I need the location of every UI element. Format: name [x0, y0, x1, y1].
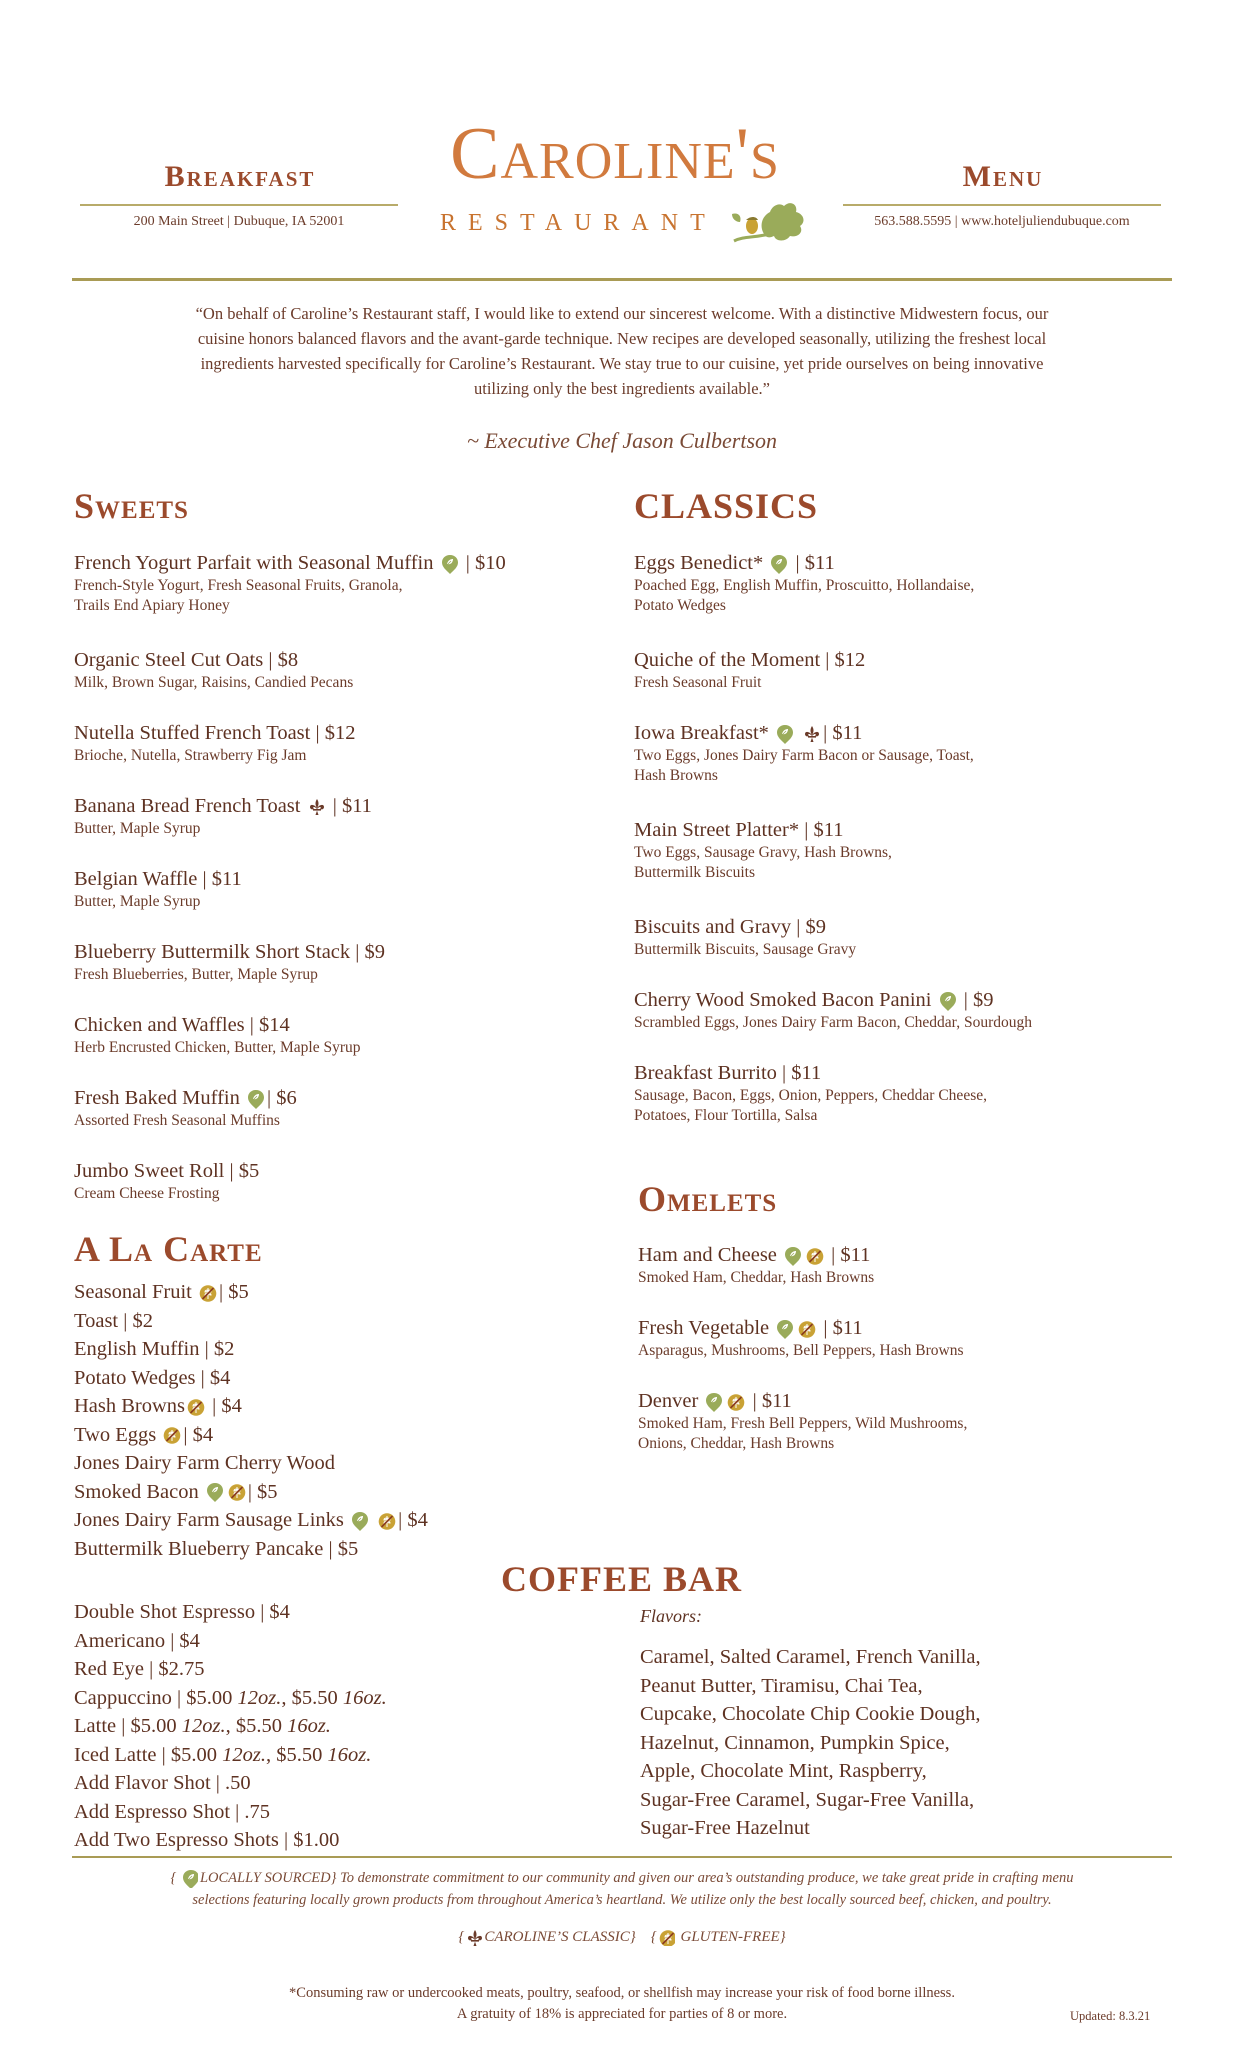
item-name: Organic Steel Cut Oats | $8: [74, 649, 299, 671]
breakfast-heading: Breakfast: [164, 160, 316, 193]
disclaimer: [72, 1983, 1172, 2025]
item-description: Fresh Seasonal Fruit: [634, 674, 762, 691]
item-description: Smoked Ham, Fresh Bell Peppers, Wild Mushrooms,: [638, 1415, 968, 1432]
flavor-line: Sugar-Free Caramel, Sugar-Free Vanilla,: [640, 1788, 975, 1811]
item-description: Two Eggs, Sausage Gravy, Hash Browns,: [634, 844, 892, 861]
classic-fleur-icon: [803, 725, 821, 744]
list-item: Smoked Bacon | $5: [74, 1480, 278, 1503]
quote-line: ingredients harvested specifically for Caroline’s Restaurant. We stay true to our cuisine, yet pride ourselves on being innovative: [200, 354, 1044, 373]
gluten-free-icon: [199, 1284, 217, 1303]
item-name: Nutella Stuffed French Toast | $12: [74, 722, 356, 744]
icon-legend: { CAROLINE’S CLASSIC} { GLUTEN-FREE}: [458, 1929, 786, 1945]
item-description: Assorted Fresh Seasonal Muffins: [74, 1112, 280, 1129]
omelets-heading: Omelets: [638, 1179, 778, 1219]
menu-item: Ham and Cheese | $11 Smoked Ham, Cheddar, Hash Browns: [638, 1244, 875, 1286]
list-item: English Muffin | $2: [74, 1338, 235, 1360]
list-item: Cappuccino | $5.00 12oz., $5.50 16oz.: [74, 1686, 387, 1709]
item-description: Smoked Ham, Cheddar, Hash Browns: [638, 1269, 875, 1286]
menu-item: [74, 720, 355, 766]
local-sourced-icon: [441, 554, 459, 575]
list-item: Add Two Espresso Shots | $1.00: [74, 1829, 340, 1851]
coffee-list: [74, 1598, 387, 1855]
contact-info: 563.588.5595 | www.hoteljuliendubuque.com: [874, 214, 1130, 229]
local-sourced-icon: [939, 991, 957, 1012]
a-la-carte-list: [74, 1278, 428, 1563]
item-description: Buttermilk Biscuits: [634, 864, 755, 881]
item-description: Buttermilk Biscuits, Sausage Gravy: [634, 941, 857, 958]
list-item: Iced Latte | $5.00 12oz., $5.50 16oz.: [74, 1743, 372, 1766]
menu-item: French Yogurt Parfait with Seasonal Muffin | $10 French-Style Yogurt, Fresh Seasonal Fruits, Granola, Trails End Apiary Honey: [74, 552, 506, 614]
menu-item: Fresh Baked Muffin | $6 Assorted Fresh Seasonal Muffins: [74, 1087, 297, 1129]
item-name: Biscuits and Gravy | $9: [634, 916, 826, 938]
list-item: Two Eggs | $4: [74, 1423, 214, 1446]
list-item: Hash Browns | $4: [74, 1395, 242, 1417]
gluten-free-icon: [727, 1393, 745, 1412]
item-description: Poached Egg, English Muffin, Proscuitto, Hollandaise,: [634, 577, 975, 594]
list-item: Double Shot Espresso | $4: [74, 1601, 290, 1623]
gluten-free-icon: [228, 1483, 246, 1502]
item-description: Hash Browns: [634, 767, 718, 784]
list-item: Jones Dairy Farm Cherry Wood: [74, 1452, 336, 1474]
list-item: Add Flavor Shot | .50: [74, 1772, 251, 1794]
item-description: Fresh Blueberries, Butter, Maple Syrup: [74, 966, 318, 983]
quote-line: “On behalf of Caroline’s Restaurant staff, I would like to extend our sincerest welcome. With a distinctive Midwestern focus, our: [195, 304, 1049, 323]
sweets-heading: Sweets: [74, 486, 189, 526]
menu-item: [634, 1060, 987, 1126]
updated-date: Updated: 8.3.21: [1070, 2009, 1151, 2023]
menu-item: [634, 914, 856, 960]
footer-divider: [72, 1856, 1172, 1858]
flavors-label: Flavors:: [640, 1606, 702, 1626]
item-name: Jumbo Sweet Roll | $5: [74, 1160, 260, 1182]
item-name: Chicken and Waffles | $14: [74, 1014, 290, 1036]
item-description: Milk, Brown Sugar, Raisins, Candied Pecans: [74, 674, 354, 691]
list-item: Potato Wedges | $4: [74, 1366, 231, 1389]
item-description: Scrambled Eggs, Jones Dairy Farm Bacon, Cheddar, Sourdough: [634, 1014, 1033, 1031]
menu-item: Eggs Benedict* | $11 Poached Egg, English Muffin, Proscuitto, Hollandaise, Potato Wedges: [634, 552, 975, 614]
disclaimer-line: A gratuity of 18% is appreciated for parties of 8 or more.: [456, 2006, 788, 2022]
menu-item: [74, 1012, 361, 1058]
item-description: Two Eggs, Jones Dairy Farm Bacon or Sausage, Toast,: [634, 747, 974, 764]
item-description: Cream Cheese Frosting: [74, 1185, 220, 1202]
list-item: Buttermilk Blueberry Pancake | $5: [74, 1537, 359, 1560]
local-sourced-icon: [182, 1869, 198, 1888]
local-sourced-icon: [776, 724, 794, 745]
item-description: Brioche, Nutella, Strawberry Fig Jam: [74, 747, 307, 764]
restaurant-name: Caroline's: [450, 113, 780, 195]
flavor-line: Peanut Butter, Tiramisu, Chai Tea,: [640, 1674, 923, 1697]
item-name: Main Street Platter* | $11: [634, 819, 844, 841]
flavor-line: Apple, Chocolate Mint, Raspberry,: [640, 1760, 927, 1782]
chef-signature: ~ Executive Chef Jason Culbertson: [466, 428, 778, 453]
item-description: Potato Wedges: [634, 597, 726, 614]
item-description: Potatoes, Flour Tortilla, Salsa: [634, 1107, 818, 1124]
menu-heading: Menu: [962, 160, 1044, 193]
quote-line: utilizing only the best ingredients available.”: [473, 379, 770, 398]
item-description: Trails End Apiary Honey: [74, 597, 230, 614]
gluten-free-icon: [798, 1320, 816, 1339]
item-description: Asparagus, Mushrooms, Bell Peppers, Hash Browns: [638, 1342, 964, 1359]
menu-item: Cherry Wood Smoked Bacon Panini | $9 Scrambled Eggs, Jones Dairy Farm Bacon, Cheddar, Sourdough: [634, 989, 1033, 1031]
menu-item: [74, 647, 353, 693]
item-name: Breakfast Burrito | $11: [634, 1062, 822, 1084]
classics-heading: CLASSICS: [634, 486, 819, 526]
list-item: Jones Dairy Farm Sausage Links | $4: [74, 1509, 428, 1531]
local-sourced-icon: [770, 554, 788, 575]
menu-item: [74, 1158, 259, 1204]
local-sourced-icon: [206, 1482, 224, 1503]
item-description: French-Style Yogurt, Fresh Seasonal Fruits, Granola,: [74, 577, 403, 594]
item-name: Blueberry Buttermilk Short Stack | $9: [74, 941, 385, 963]
gluten-free-icon: [163, 1426, 181, 1445]
flavor-line: Hazelnut, Cinnamon, Pumpkin Spice,: [640, 1731, 950, 1754]
gluten-free-icon: [659, 1929, 675, 1946]
right-header-rule: [843, 204, 1161, 206]
local-sourced-icon: [784, 1246, 802, 1267]
flavor-line: Sugar-Free Hazelnut: [640, 1817, 810, 1839]
local-sourced-icon: [247, 1089, 265, 1110]
address: 200 Main Street | Dubuque, IA 52001: [133, 214, 345, 229]
item-name: Belgian Waffle | $11: [74, 868, 242, 890]
a-la-carte-heading: A La Carte: [74, 1229, 263, 1269]
item-description: Sausage, Bacon, Eggs, Onion, Peppers, Cheddar Cheese,: [634, 1087, 987, 1104]
list-item: Toast | $2: [74, 1309, 153, 1332]
classic-fleur-icon: [308, 798, 326, 817]
item-description: Herb Encrusted Chicken, Butter, Maple Syrup: [74, 1039, 361, 1056]
restaurant-subtitle: RESTAURANT: [440, 210, 717, 236]
list-item: Red Eye | $2.75: [74, 1658, 205, 1680]
local-sourced-icon: [776, 1319, 794, 1340]
list-item: Add Espresso Shot | .75: [74, 1800, 271, 1823]
item-description: Butter, Maple Syrup: [74, 893, 201, 910]
item-description: Onions, Cheddar, Hash Browns: [638, 1435, 835, 1452]
menu-item: [74, 866, 242, 912]
menu-item: [74, 939, 385, 985]
item-description: Butter, Maple Syrup: [74, 820, 201, 837]
coffee-bar-heading: COFFEE BAR: [500, 1559, 742, 1599]
left-header-rule: [80, 204, 398, 206]
menu-item: Fresh Vegetable | $11 Asparagus, Mushrooms, Bell Peppers, Hash Browns: [638, 1317, 964, 1359]
oak-leaf-logo-icon: [724, 186, 814, 261]
list-item: Seasonal Fruit | $5: [74, 1281, 249, 1303]
item-name: Quiche of the Moment | $12: [634, 649, 866, 671]
local-sourced-icon: [705, 1392, 723, 1413]
note-line: selections featuring locally grown products from throughout America’s heartland. We utilize only the best locally sourced beef, chicken, and poultry.: [192, 1892, 1052, 1908]
locally-sourced-note: { LOCALLY SOURCED} To demonstrate commitment to our community and given our area’s outstanding produce, we take great pride in crafting menu selections featuring locally grown products from throughout America’s heartland. We utilize only the best locally sourced beef, chicken, and poultry.: [72, 1867, 1172, 1911]
list-item: Americano | $4: [74, 1629, 200, 1652]
gluten-free-icon: [378, 1512, 396, 1531]
gluten-free-icon: [806, 1247, 824, 1266]
menu-item: Banana Bread French Toast | $11 Butter, Maple Syrup: [74, 795, 372, 837]
header-divider: [72, 278, 1172, 281]
menu-item: Denver | $11 Smoked Ham, Fresh Bell Peppers, Wild Mushrooms, Onions, Cheddar, Hash Browns: [638, 1390, 968, 1452]
disclaimer-line: *Consuming raw or undercooked meats, poultry, seafood, or shellfish may increase your risk of food borne illness.: [289, 1985, 955, 2001]
list-item: Latte | $5.00 12oz., $5.50 16oz.: [74, 1715, 331, 1737]
gluten-free-icon: [187, 1398, 205, 1417]
flavor-line: Caramel, Salted Caramel, French Vanilla,: [640, 1646, 981, 1668]
local-sourced-icon: [351, 1511, 369, 1532]
quote-line: cuisine honors balanced flavors and the avant-garde technique. New recipes are developed seasonally, utilizing the freshest local: [197, 329, 1047, 348]
menu-item: [634, 817, 892, 883]
classic-fleur-icon: [466, 1929, 482, 1946]
flavors-list: [640, 1643, 981, 1843]
menu-item: Iowa Breakfast* | $11 Two Eggs, Jones Dairy Farm Bacon or Sausage, Toast, Hash Browns: [634, 722, 974, 784]
menu-item: [634, 647, 865, 693]
flavor-line: Cupcake, Chocolate Chip Cookie Dough,: [640, 1703, 981, 1725]
welcome-quote: [72, 301, 1172, 401]
